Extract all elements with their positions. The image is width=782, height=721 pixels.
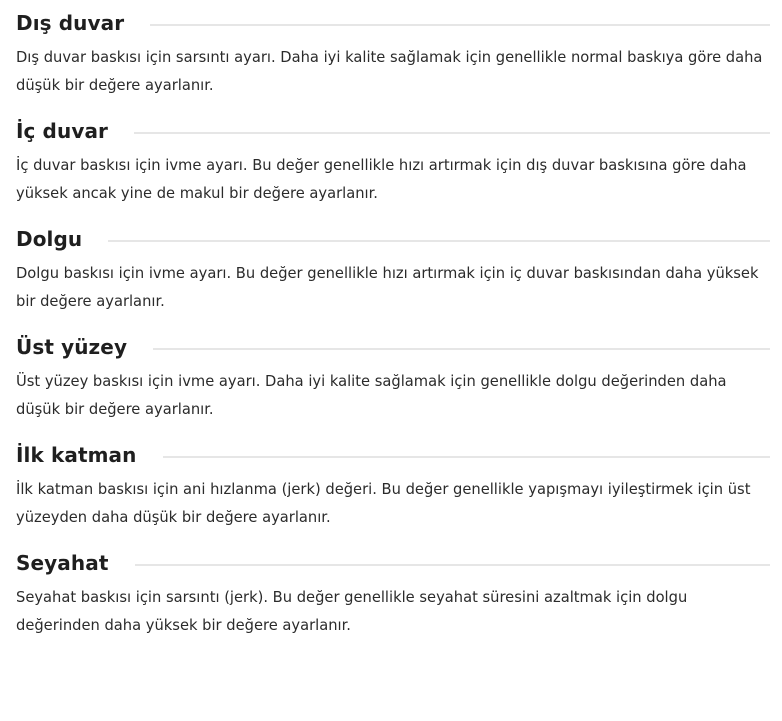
section-title: Dolgu [16, 227, 83, 251]
section-divider [150, 24, 770, 26]
section-header [16, 114, 770, 148]
section-header [16, 222, 770, 256]
section-description: Üst yüzey baskısı için ivme ayarı. Daha iyi kalite sağlamak için genellikle dolgu değerinden daha düşük bir değere ayarlanır. [16, 373, 727, 418]
section-outer-wall [16, 6, 770, 100]
section-header [16, 330, 770, 364]
section-description: Dış duvar baskısı için sarsıntı ayarı. Daha iyi kalite sağlamak için genellikle normal baskıya göre daha düşük bir değere ayarlanır. [16, 49, 763, 94]
section-divider [163, 456, 771, 458]
section-top-surface [16, 330, 770, 424]
section-header [16, 6, 770, 40]
section-title: Dış duvar [16, 11, 125, 35]
section-infill [16, 222, 770, 316]
section-inner-wall [16, 114, 770, 208]
section-title: İç duvar [16, 119, 109, 143]
section-title: Seyahat [16, 551, 109, 575]
section-title: Üst yüzey [16, 335, 128, 359]
section-divider [108, 240, 770, 242]
section-title: İlk katman [16, 443, 137, 467]
section-description: Dolgu baskısı için ivme ayarı. Bu değer genellikle hızı artırmak için iç duvar baskısından daha yüksek bir değere ayarlanır. [16, 265, 759, 310]
section-first-layer [16, 438, 770, 532]
section-divider [135, 564, 771, 566]
section-description: İlk katman baskısı için ani hızlanma (jerk) değeri. Bu değer genellikle yapışmayı iyileştirmek için üst yüzeyden daha düşük bir değere ayarlanır. [16, 481, 751, 526]
section-description: İç duvar baskısı için ivme ayarı. Bu değer genellikle hızı artırmak için dış duvar baskısına göre daha yüksek ancak yine de makul bir değere ayarlanır. [16, 157, 747, 202]
section-divider [153, 348, 770, 350]
section-divider [134, 132, 770, 134]
section-description: Seyahat baskısı için sarsıntı (jerk). Bu değer genellikle seyahat süresini azaltmak için dolgu değerinden daha yüksek bir değere ayarlanır. [16, 589, 688, 634]
section-header [16, 546, 770, 580]
section-header [16, 438, 770, 472]
section-travel [16, 546, 770, 640]
